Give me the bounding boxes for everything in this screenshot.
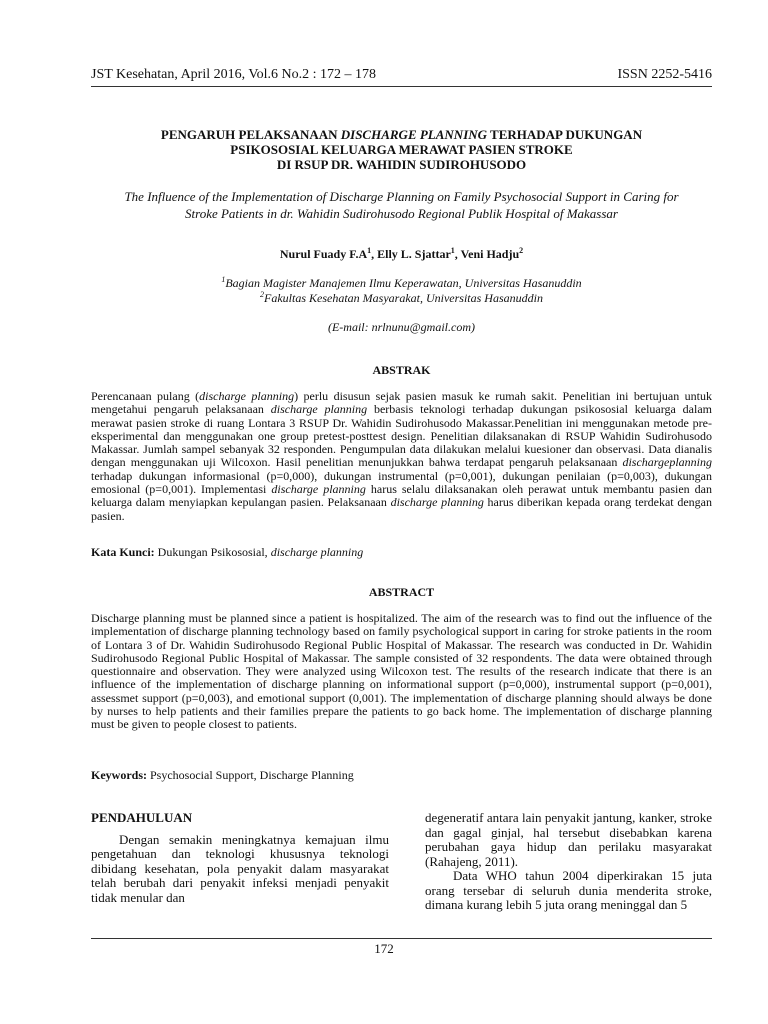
author-3: , Veni Hadju xyxy=(454,247,520,261)
title-line1-a: PENGARUH PELAKSANAAN xyxy=(160,127,341,142)
body-paragraph-left: Dengan semakin meningkatnya kemajuan ilmu pengetahuan dan teknologi khususnya teknologi dibidang kesehatan, pola penyakit dalam masyarakat telah berubah dari penyakit infeksi menjadi penyakit tidak menular dan xyxy=(91,831,389,905)
body-paragraph-right-1: degeneratif antara lain penyakit jantung, kanker, stroke dan gagal ginjal, hal tersebut disebabkan karena perubahan gaya hidup dan perilaku masyarakat (Rahajeng, 2011). xyxy=(425,810,712,869)
abstrak-seg-4: terhadap dukungan informasional (p=0,000), dukungan instrumental (p=0,001), dukungan penilaian (p=0,003), dukungan emosional (p=0,001). Implementasi xyxy=(91,468,712,497)
affiliation-2: Fakultas Kesehatan Masyarakat, Universitas Hasanuddin xyxy=(264,291,543,305)
abstrak-seg-6: harus diberikan kepada orang terdekat dengan pasien. xyxy=(91,495,712,523)
paper-title xyxy=(91,127,712,172)
kata-kunci xyxy=(91,545,712,560)
author-list xyxy=(91,247,712,262)
title-line2: PSIKOSOSIAL KELUARGA MERAWAT PASIEN STROKE xyxy=(230,142,573,157)
abstrak-seg-2: ) perlu disusun sejak pasien masuk ke rumah sakit. Penelitian ini bertujuan untuk mengetahui pengaruh pelaksanaan xyxy=(91,389,712,417)
affiliation-1: Bagian Magister Manajemen Ilmu Keperawatan, Universitas Hasanuddin xyxy=(225,276,582,290)
contact-email: (E-mail: nrlnunu@gmail.com) xyxy=(327,320,476,334)
author-1-sup: 1 xyxy=(367,246,372,255)
abstract-text: Discharge planning must be planned since a patient is hospitalized. The aim of the research was to find out the influence of the implementation of discharge planning technology based on family psychological support in caring for stroke patients in the room of Lontara 3 of Dr. Wahidin Sudirohusodo Regional Public Hospital of Makassar. The research was conducted in Dr. Wahidin Sudirohusodo Regional Public Hospital of Makassar. The sample consisted of 32 respondents. The data were obtained through questionnaire and observation. They were analyzed using Wilcoxon test. The results of the research indicate that there is an influence of the implementation of discharge planning on informational support (p=0,000), instrumental support (p=0,001), assessmet support (p=0,003), and emotional support (0,001). The implementation of discharge planning should always be done by nurses to help patients and their families prepare the patients to go back home. The implementation of discharge planning must be given to people closest to patients. xyxy=(91,611,712,732)
body-right-column xyxy=(425,811,712,913)
abstrak-italic-3: dischargeplanning xyxy=(622,455,712,470)
abstrak-seg-5: harus selalu dilaksanakan oleh perawat untuk membantu pasien dan keluarga dalam menyiapkan kepulangan pasien. Pelaksanaan xyxy=(91,482,712,510)
issn: ISSN 2252-5416 xyxy=(617,67,712,82)
author-1: Nurul Fuady F.A xyxy=(279,247,368,261)
kata-kunci-label: Kata Kunci: xyxy=(91,545,155,559)
abstrak-italic-1: discharge planning xyxy=(199,389,295,403)
body-left-column xyxy=(91,811,389,905)
header-divider xyxy=(91,86,712,87)
kata-kunci-text: Dukungan Psikososial, xyxy=(154,545,271,559)
journal-citation: JST Kesehatan, April 2016, Vol.6 No.2 : 172 – 178 xyxy=(91,67,377,82)
abstrak-italic-5: discharge planning xyxy=(390,495,484,510)
abstrak-text xyxy=(91,390,712,523)
author-3-sup: 2 xyxy=(519,246,524,255)
footer-divider xyxy=(91,938,712,939)
keywords xyxy=(91,768,712,783)
keywords-text: Psychosocial Support, Discharge Planning xyxy=(147,768,354,782)
title-line1-b: TERHADAP DUKUNGAN xyxy=(487,127,643,142)
keywords-label: Keywords: xyxy=(91,768,147,782)
author-2-sup: 1 xyxy=(450,246,455,255)
page-number: 172 xyxy=(374,941,394,956)
abstrak-heading: ABSTRAK xyxy=(372,363,431,377)
abstrak-seg-1: Perencanaan pulang ( xyxy=(91,389,200,403)
kata-kunci-italic: discharge planning xyxy=(270,545,364,559)
affiliation-1-sup: 1 xyxy=(221,275,226,284)
abstrak-seg-3: berbasis teknologi terhadap dukungan psikososial keluarga dalam merawat pasien stroke di ruang Lontara 3 RSUP Dr. Wahidin Sudirohusodo Makassar.Penelitian ini menggunakan metode pre-eksperimental dan menggunakan one group pretest-posttest design. Penelitian dilaksanakan di RSUP Wahidin Sudirohusodo Makassar. Jumlah sampel sebanyak 32 responden. Pengumpulan data dilakukan melalui kuesioner dan observasi. Data dianalis dengan menggunakan uji Wilcoxon. Hasil penelitian menunjukkan bahwa terdapat pengaruh pelaksanaan xyxy=(91,402,712,470)
body-paragraph-right-2: Data WHO tahun 2004 diperkirakan 15 juta orang tersebar di seluruh dunia menderita stroke, dimana kurang lebih 5 juta orang meninggal dan 5 xyxy=(425,868,712,912)
abstrak-italic-4: discharge planning xyxy=(271,482,366,497)
title-line1-italic: DISCHARGE PLANNING xyxy=(340,127,488,142)
section-heading-pendahuluan: PENDAHULUAN xyxy=(91,810,193,825)
affiliation-2-sup: 2 xyxy=(260,290,264,299)
english-title-line2: Stroke Patients in dr. Wahidin Sudirohusodo Regional Publik Hospital of Makassar xyxy=(185,206,618,221)
english-title-line1: The Influence of the Implementation of Discharge Planning on Family Psychosocial Support in Caring for xyxy=(124,189,679,204)
author-2: , Elly L. Sjattar xyxy=(371,247,451,261)
english-title xyxy=(91,188,712,222)
abstrak-italic-2: discharge planning xyxy=(270,402,368,417)
abstract-heading: ABSTRACT xyxy=(368,585,435,599)
affiliations xyxy=(91,276,712,306)
title-line3: DI RSUP DR. WAHIDIN SUDIROHUSODO xyxy=(276,157,527,172)
